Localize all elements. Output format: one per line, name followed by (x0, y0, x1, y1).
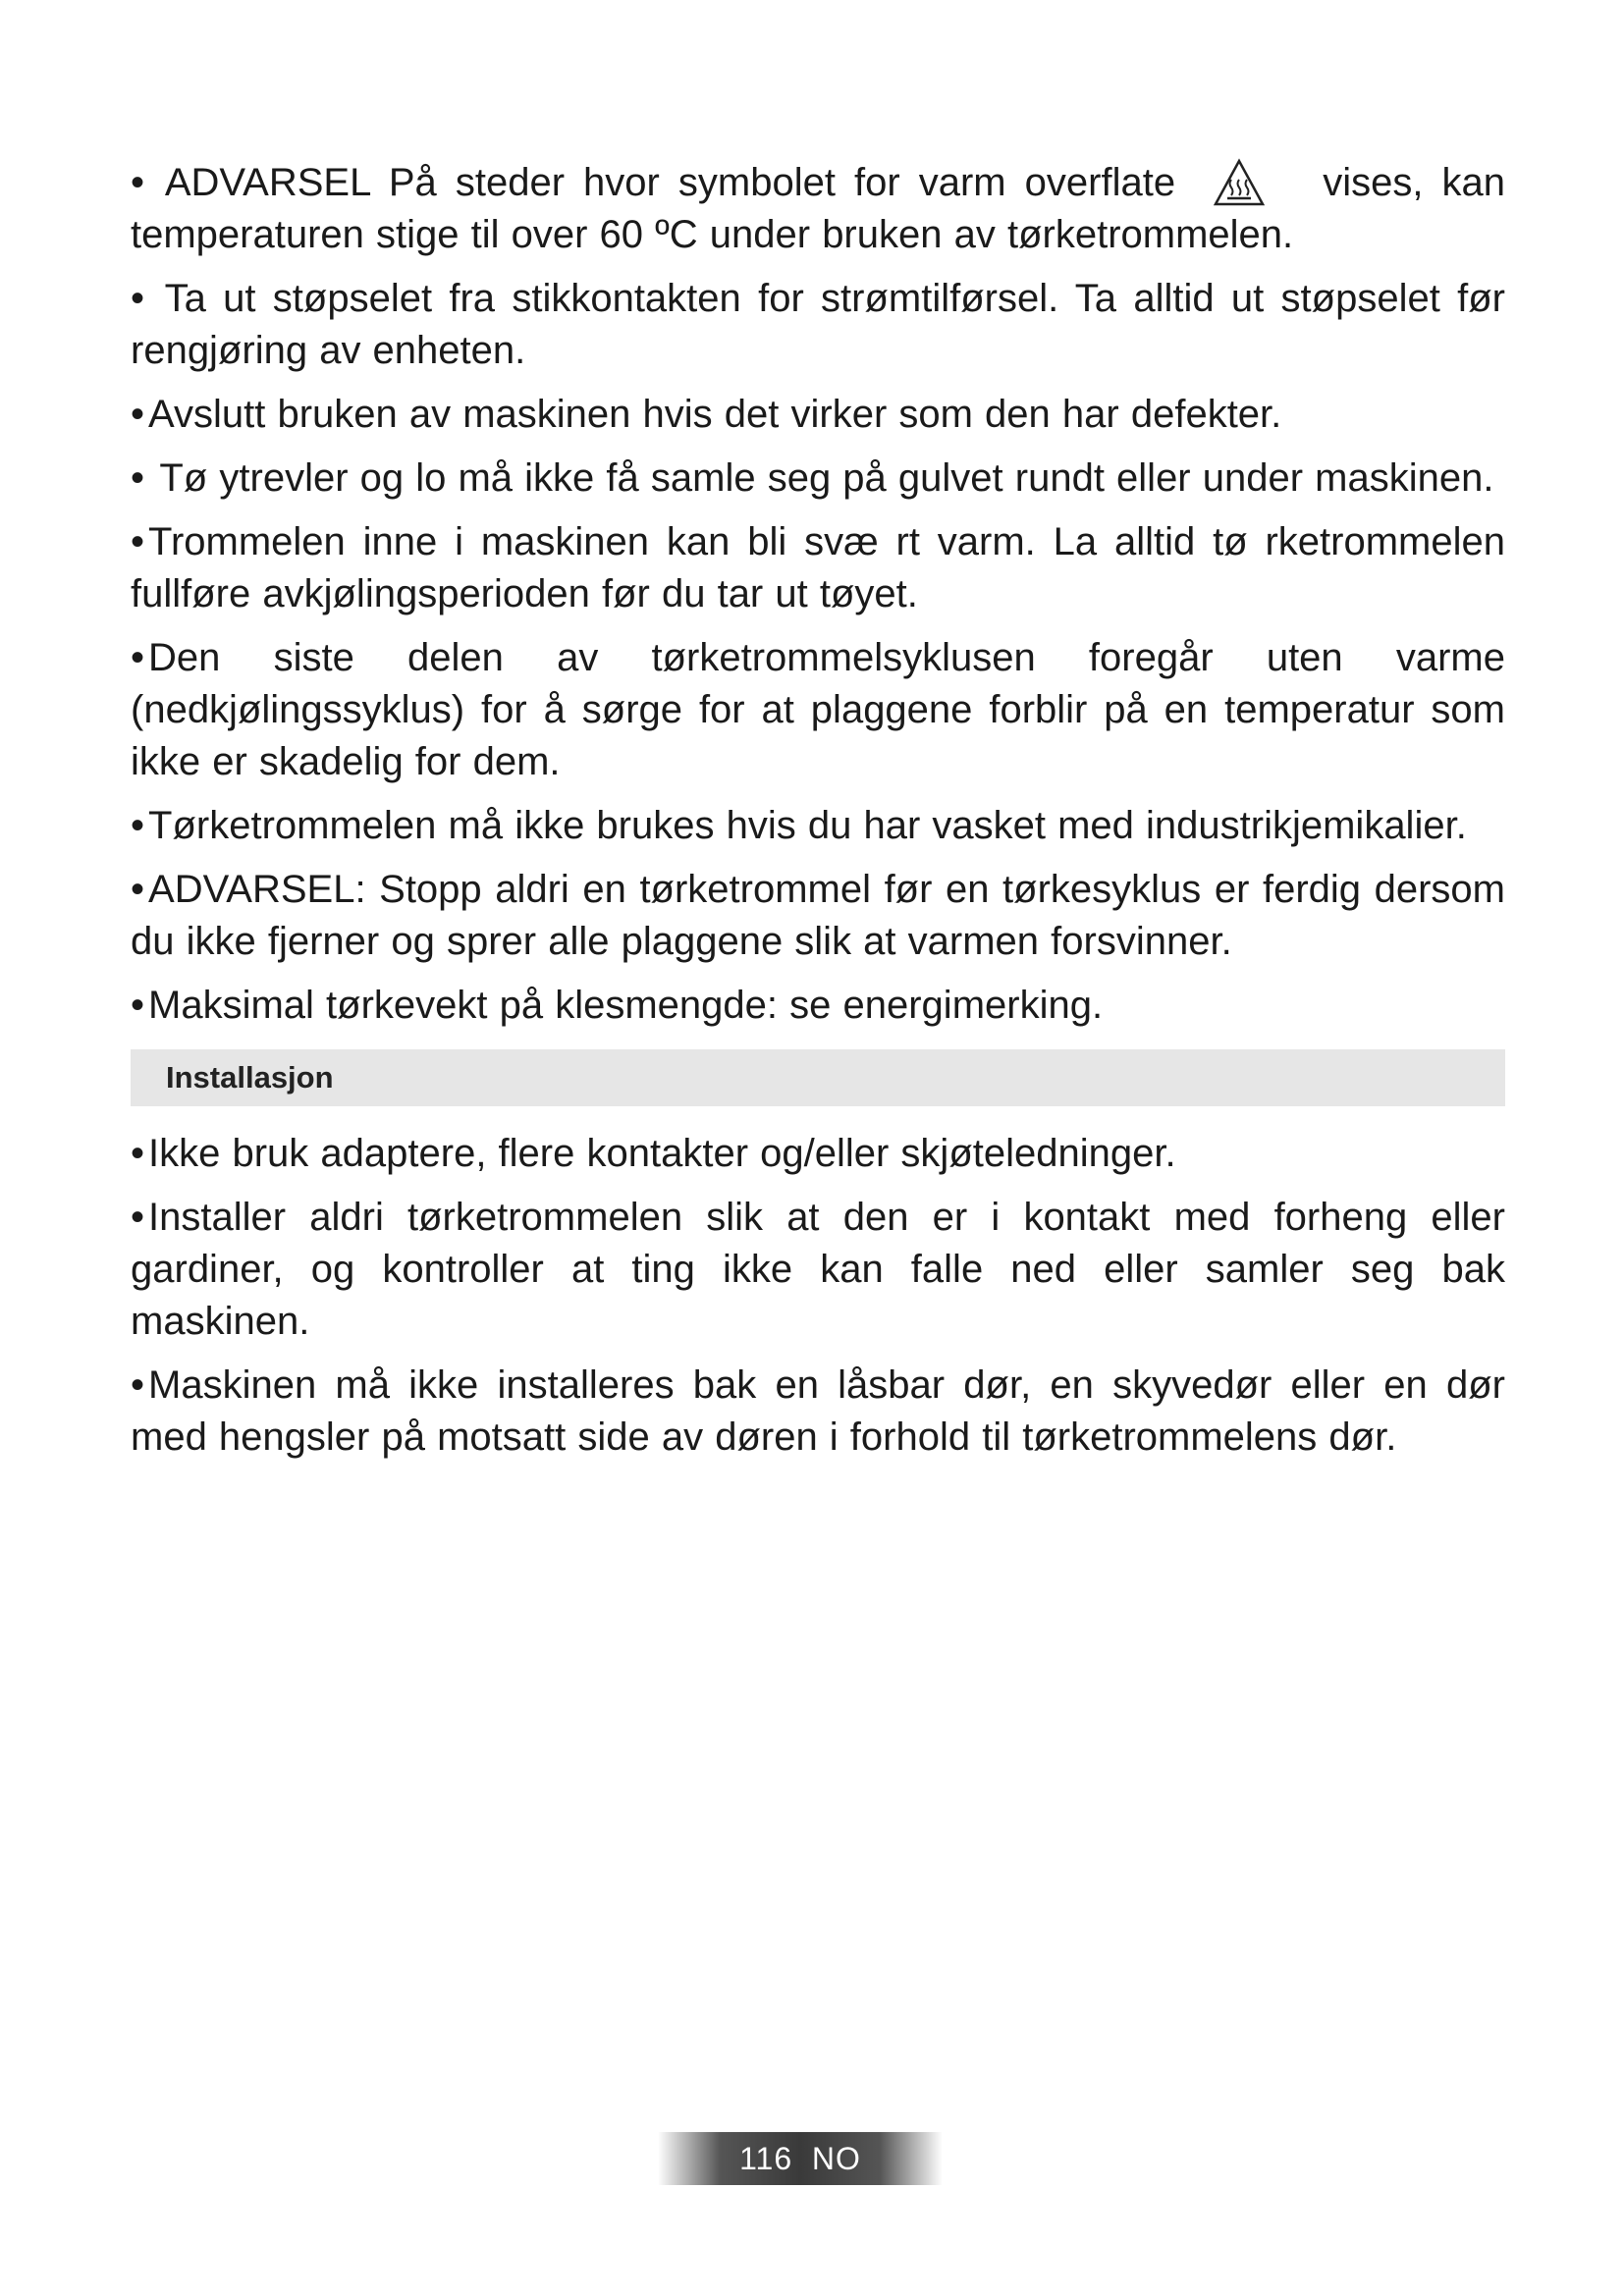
paragraph-defects (131, 389, 1505, 441)
hot-surface-warning-icon (1214, 158, 1265, 207)
paragraph-drum-hot (131, 516, 1505, 620)
paragraph-cooling-cycle (131, 632, 1505, 788)
paragraph-door (131, 1360, 1505, 1464)
bullet: • (131, 1363, 145, 1407)
bullet: • (131, 456, 145, 500)
paragraph-text-post: vises, kan temperaturen stige til over 60 ºC under bruken av tørketrommelen. (131, 161, 1505, 256)
paragraph-text-pre: ADVARSEL På steder hvor symbolet for varm overflate (164, 161, 1176, 204)
bullet: • (131, 804, 145, 847)
bullet: • (131, 1132, 145, 1175)
bullet: • (131, 277, 145, 320)
warning-paragraph-hot-surface (131, 157, 1505, 261)
paragraph-max-load (131, 980, 1505, 1032)
paragraph-text: Tørketrommelen må ikke brukes hvis du har vasket med industrikjemikalier. (148, 804, 1467, 847)
paragraph-stop-warning (131, 864, 1505, 968)
paragraph-text: Ta ut støpselet fra stikkontakten for strømtilførsel. Ta alltid ut støpselet før rengjøring av enheten. (131, 277, 1505, 372)
paragraph-unplug (131, 273, 1505, 377)
bullet: • (131, 520, 145, 563)
paragraph-text: Installer aldri tørketrommelen slik at den er i kontakt med forheng eller gardiner, og kontroller at ting ikke kan falle ned eller samler seg bak maskinen. (131, 1196, 1505, 1343)
page-number-badge (658, 2132, 943, 2185)
paragraph-text: Ikke bruk adaptere, flere kontakter og/eller skjøteledninger. (148, 1132, 1176, 1175)
paragraph-adapters (131, 1128, 1505, 1180)
paragraph-text: Den siste delen av tørketrommelsyklusen foregår uten varme (nedkjølingssyklus) for å sørge for at plaggene forblir på en temperatur som ikke er skadelig for dem. (131, 636, 1505, 783)
paragraph-text: Tø ytrevler og lo må ikke få samle seg på gulvet rundt eller under maskinen. (159, 456, 1494, 500)
paragraph-text: Maskinen må ikke installeres bak en låsbar dør, en skyvedør eller en dør med hengsler på motsatt side av døren i forhold til tørketrommelens dør. (131, 1363, 1505, 1459)
paragraph-lint (131, 453, 1505, 505)
paragraph-text: ADVARSEL: Stopp aldri en tørketrommel før en tørkesyklus er ferdig dersom du ikke fjerner og sprer alle plaggene slik at varmen forsvinner. (131, 868, 1505, 963)
bullet: • (131, 984, 145, 1027)
bullet: • (131, 161, 145, 204)
paragraph-chemicals (131, 800, 1505, 852)
paragraph-curtains (131, 1192, 1505, 1348)
bullet: • (131, 636, 145, 679)
section-title: Installasjon (166, 1060, 334, 1095)
bullet: • (131, 393, 145, 436)
bullet: • (131, 1196, 145, 1239)
paragraph-text: Avslutt bruken av maskinen hvis det virker som den har defekter. (148, 393, 1282, 436)
section-header-installation (131, 1049, 1505, 1106)
paragraph-text: Trommelen inne i maskinen kan bli svæ rt varm. La alltid tø rketrommelen fullføre avkjølingsperioden før du tar ut tøyet. (131, 520, 1505, 615)
document-body (131, 157, 1505, 1475)
bullet: • (131, 868, 145, 911)
paragraph-text: Maksimal tørkevekt på klesmengde: se energimerking. (148, 984, 1104, 1027)
page-number: 116 NO (739, 2140, 861, 2176)
